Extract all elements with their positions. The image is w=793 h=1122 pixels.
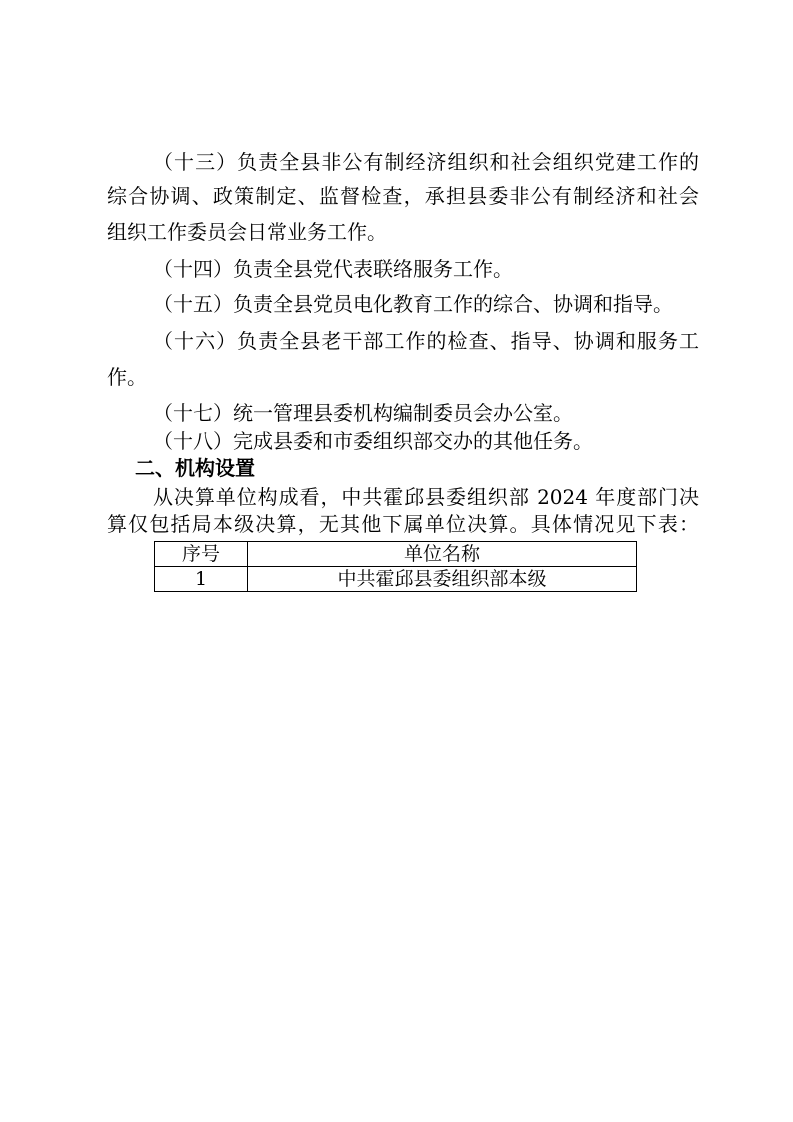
table-header-unit-name: 单位名称: [248, 542, 637, 567]
table-cell-index: 1: [155, 567, 248, 592]
section-intro-line-2: 算仅包括局本级决算，无其他下属单位决算。具体情况见下表：: [107, 512, 699, 536]
table-header-row: [155, 542, 637, 567]
section-intro-line-1: 从决算单位构成看，中共霍邱县委组织部 2024 年度部门决: [153, 485, 699, 509]
paragraph-17: （十七）统一管理县委机构编制委员会办公室。: [153, 401, 573, 425]
paragraph-16-line-2: 作。: [107, 365, 147, 389]
paragraph-16-line-1: （十六）负责全县老干部工作的检查、指导、协调和服务工: [153, 329, 699, 353]
paragraph-13-line-2: 综合协调、政策制定、监督检查，承担县委非公有制经济和社会: [107, 184, 699, 208]
paragraph-14: （十四）负责全县党代表联络服务工作。: [153, 257, 513, 281]
table-row: [155, 567, 637, 592]
paragraph-18: （十八）完成县委和市委组织部交办的其他任务。: [153, 429, 593, 453]
paragraph-13-line-1: （十三）负责全县非公有制经济组织和社会组织党建工作的: [153, 150, 699, 174]
section-heading: 二、机构设置: [135, 456, 255, 480]
table-cell-unit-name: 中共霍邱县委组织部本级: [248, 567, 637, 592]
unit-table: [154, 541, 637, 592]
paragraph-13-line-3: 组织工作委员会日常业务工作。: [107, 220, 387, 244]
table-header-index: 序号: [155, 542, 248, 567]
paragraph-15: （十五）负责全县党员电化教育工作的综合、协调和指导。: [153, 292, 673, 316]
